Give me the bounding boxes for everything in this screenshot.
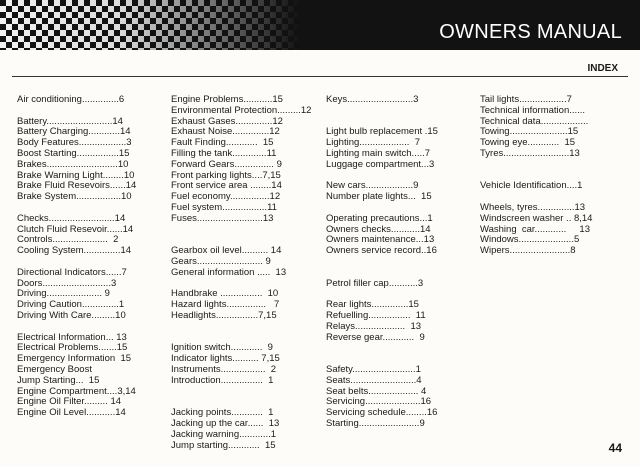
header-bar [0, 0, 640, 50]
index-entry: Ignition switch............ 9 [171, 342, 273, 354]
page-title: OWNERS MANUAL [439, 21, 622, 43]
index-entry: Jacking points............ 1 [171, 407, 274, 419]
index-entry: Brakes...........................10 [17, 158, 129, 170]
index-entry: Driving Caution..............1 [17, 299, 125, 311]
spacer [171, 322, 311, 333]
index-entry: Driving With Care.........10 [17, 309, 126, 321]
index-entry: Towing......................15 [480, 126, 579, 138]
index-entry: Technical data.................. [480, 115, 589, 127]
index-entry: Emergency Boost [17, 363, 92, 375]
index-entry: Electrical Problems.......15 [17, 342, 128, 354]
index-entry: Checks.........................14 [17, 212, 126, 224]
index-entry: Driving..................... 9 [17, 288, 110, 300]
index-entry: Brake Fluid Resevoirs......14 [17, 180, 137, 192]
index-entry: Operating precautions...1 [326, 212, 433, 224]
index-entry: Owners checks...........14 [326, 223, 431, 235]
index-entry: Directional Indicators......7 [17, 266, 127, 278]
index-entry: Engine Oil Filter......... 14 [17, 396, 122, 408]
index-entry: Towing eye............ 15 [480, 137, 576, 149]
index-entry: Electrical Information... 13 [17, 331, 127, 343]
index-column-4 [480, 95, 592, 257]
index-entry: Windows.....................5 [480, 234, 580, 246]
index-entry: Safety........................1 [326, 363, 421, 375]
index-entry: Washing car............ 13 [480, 223, 590, 235]
spacer [326, 343, 438, 354]
index-entry: Instruments................. 2 [171, 363, 277, 375]
index-entry: Gearbox oil level.......... 14 [171, 245, 282, 257]
index-entry: Keys.........................3 [326, 94, 419, 105]
spacer [480, 160, 592, 171]
index-entry: Seats.........................4 [326, 374, 422, 386]
index-entry: Luggage compartment...3 [326, 158, 435, 170]
index-entry: Refuelling................ 11 [326, 309, 426, 321]
index-entry: Filling the tank.............11 [171, 147, 277, 159]
index-entry: Boost Starting................15 [17, 147, 130, 159]
index-entry: Wipers.......................8 [480, 245, 576, 257]
index-entry: Light bulb replacement .15 [326, 126, 438, 138]
index-entry: Introduction................ 1 [171, 374, 274, 386]
index-entry: Environmental Protection.........12 [171, 104, 312, 116]
index-entry: Emergency Information 15 [17, 353, 132, 365]
page-number: 44 [608, 441, 622, 455]
index-entry: Windscreen washer .. 8,14 [480, 212, 593, 224]
index-column-2 [171, 95, 311, 451]
index-entry: Jump Starting... 15 [17, 374, 100, 386]
spacer [326, 268, 438, 279]
index-entry: Brake Warning Light........10 [17, 169, 135, 181]
spacer [17, 322, 136, 333]
index-entry: Gears......................... 9 [171, 255, 271, 267]
index-entry: Lighting main switch.....7 [326, 147, 431, 159]
index-entry: Battery Charging............14 [17, 126, 131, 138]
index-entry: Wheels, tyres..............13 [480, 201, 586, 213]
index-entry: Jacking warning............1 [171, 428, 277, 440]
index-entry: Doors..........................3 [17, 277, 117, 289]
spacer [171, 225, 311, 236]
spacer [326, 257, 438, 268]
index-entry: New cars..................9 [326, 180, 419, 192]
index-entry: Battery.........................14 [17, 115, 123, 127]
index-entry: Forward Gears............... 9 [171, 158, 282, 170]
index-entry: Air conditioning..............6 [17, 94, 125, 105]
index-column-3 [326, 95, 438, 430]
index-entry: Reverse gear............ 9 [326, 331, 425, 343]
spacer [171, 387, 311, 398]
index-entry: Rear lights..............15 [326, 299, 419, 311]
index-entry: Petrol filler cap...........3 [326, 277, 424, 289]
index-entry: Headlights................7,15 [171, 309, 277, 321]
index-entry: Hazard lights............... 7 [171, 299, 280, 311]
index-entry: Starting.......................9 [326, 417, 425, 429]
index-entry: Owners maintenance...13 [326, 234, 435, 246]
index-entry: Exhaust Gases..............12 [171, 115, 283, 127]
index-entry: Front service area ........14 [171, 180, 282, 192]
index-entry: Lighting................... 7 [326, 137, 420, 149]
divider [12, 76, 628, 77]
index-entry: Technical information...... [480, 104, 586, 116]
index-entry: Cooling System..............14 [17, 245, 132, 257]
index-entry: Brake System.................10 [17, 191, 132, 203]
spacer [17, 106, 136, 117]
spacer [326, 106, 438, 117]
index-entry: Vehicle Identification....1 [480, 180, 583, 192]
index-entry: Fuses.........................13 [171, 212, 274, 224]
index-entry: Tyres.........................13 [480, 147, 580, 159]
index-entry: Engine Compartment....3,14 [17, 385, 136, 397]
section-label: INDEX [587, 63, 618, 74]
index-entry: Jacking up the car...... 13 [171, 417, 280, 429]
index-entry: Body Features..................3 [17, 137, 132, 149]
index-entry: Number plate lights... 15 [326, 191, 432, 203]
index-column-1 [17, 95, 136, 419]
checkered-flag-pattern [0, 0, 300, 50]
index-entry: Jump starting............ 15 [171, 439, 276, 451]
index-entry: General information ..... 13 [171, 266, 287, 278]
index-entry: Owners service record..16 [326, 245, 437, 257]
index-entry: Servicing.....................16 [326, 396, 432, 408]
index-entry: Engine Oil Level...........14 [17, 407, 126, 419]
index-entry: Indicator lights.......... 7,15 [171, 353, 280, 365]
index-entry: Servicing schedule........16 [326, 407, 438, 419]
index-entry: Exhaust Noise..............12 [171, 126, 280, 138]
index-entry: Controls..................... 2 [17, 234, 119, 246]
index-entry: Fault Finding............ 15 [171, 137, 274, 149]
index-entry: Handbrake ................ 10 [171, 288, 279, 300]
index-entry: Relays................... 13 [326, 320, 422, 332]
index-entry: Clutch Fluid Resevoir......14 [17, 223, 134, 235]
index-entry: Fuel system.................11 [171, 201, 277, 213]
index-entry: Seat belts................... 4 [326, 385, 427, 397]
index-entry: Fuel economy...............12 [171, 191, 281, 203]
index-entry: Engine Problems...........15 [171, 94, 283, 105]
index-entry: Tail lights..................7 [480, 94, 572, 105]
index-entry: Front parking lights....7,15 [171, 169, 281, 181]
